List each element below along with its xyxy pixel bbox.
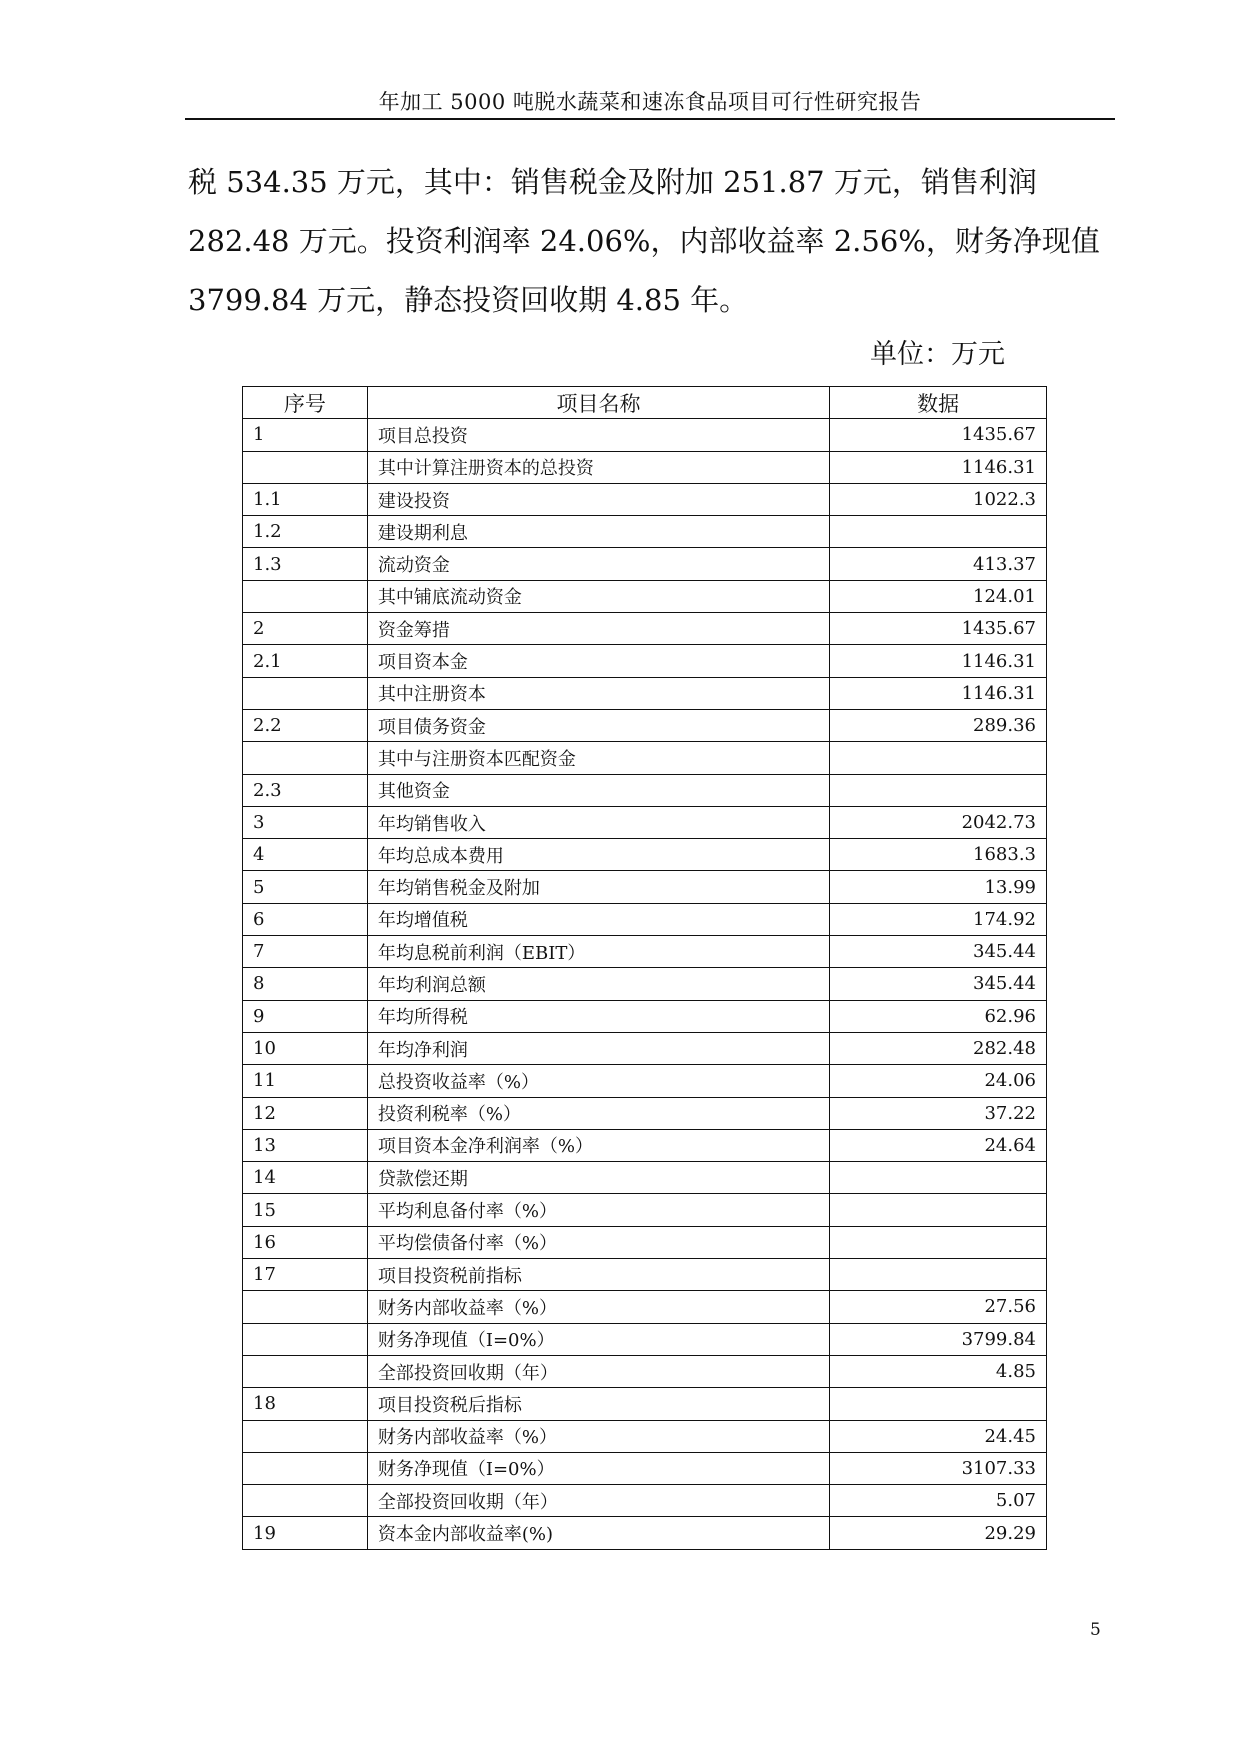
item-name-cell: 财务内部收益率（%） [367,1291,829,1323]
item-name-cell: 其他资金 [367,774,829,806]
header-divider [185,118,1115,120]
item-name-cell: 贷款偿还期 [367,1162,829,1194]
item-name-cell: 投资利税率（%） [367,1097,829,1129]
table-row [243,613,1047,645]
row-number-cell [243,1323,368,1355]
table-row [243,1291,1047,1323]
item-name-cell: 财务内部收益率（%） [367,1420,829,1452]
table-row [243,1323,1047,1355]
row-number-cell [243,742,368,774]
financial-summary-table [242,386,1047,1550]
row-number-cell: 19 [243,1517,368,1549]
data-value-cell: 345.44 [830,968,1047,1000]
data-value-cell [830,774,1047,806]
table-row [243,1420,1047,1452]
row-number-cell [243,1485,368,1517]
table-row [243,968,1047,1000]
paragraph-line: 税 534.35 万元，其中：销售税金及附加 251.87 万元，销售利润 [188,165,1037,199]
row-number-cell [243,451,368,483]
row-number-cell: 18 [243,1388,368,1420]
data-value-cell: 1435.67 [830,613,1047,645]
data-value-cell: 13.99 [830,871,1047,903]
data-value-cell: 1683.3 [830,839,1047,871]
row-number-cell: 6 [243,903,368,935]
item-name-cell: 建设投资 [367,483,829,515]
table-row [243,1000,1047,1032]
row-number-cell: 7 [243,936,368,968]
table-row [243,1388,1047,1420]
row-number-cell [243,1420,368,1452]
data-value-cell: 1146.31 [830,677,1047,709]
item-name-cell: 项目资本金净利润率（%） [367,1129,829,1161]
data-value-cell: 1146.31 [830,451,1047,483]
table-row [243,645,1047,677]
table-row [243,483,1047,515]
item-name-cell: 项目投资税前指标 [367,1259,829,1291]
data-value-cell: 174.92 [830,903,1047,935]
item-name-cell: 全部投资回收期（年） [367,1485,829,1517]
row-number-cell: 1 [243,419,368,451]
row-number-cell: 11 [243,1065,368,1097]
item-name-cell: 项目资本金 [367,645,829,677]
row-number-cell: 2.1 [243,645,368,677]
table-row [243,548,1047,580]
table-row [243,936,1047,968]
data-value-cell [830,742,1047,774]
data-value-cell: 29.29 [830,1517,1047,1549]
item-name-cell: 平均利息备付率（%） [367,1194,829,1226]
item-name-cell: 年均所得税 [367,1000,829,1032]
table-row [243,1162,1047,1194]
table-row [243,1517,1047,1549]
table-row [243,516,1047,548]
column-header-item-name: 项目名称 [367,387,829,419]
row-number-cell: 1.1 [243,483,368,515]
data-value-cell: 1022.3 [830,483,1047,515]
item-name-cell: 项目债务资金 [367,709,829,741]
data-value-cell [830,1194,1047,1226]
data-value-cell: 289.36 [830,709,1047,741]
row-number-cell: 14 [243,1162,368,1194]
table-row [243,1226,1047,1258]
table-row [243,742,1047,774]
item-name-cell: 项目投资税后指标 [367,1388,829,1420]
item-name-cell: 建设期利息 [367,516,829,548]
data-value-cell: 1146.31 [830,645,1047,677]
data-value-cell: 37.22 [830,1097,1047,1129]
table-header-row [243,387,1047,419]
table-row [243,580,1047,612]
row-number-cell: 8 [243,968,368,1000]
table-row [243,903,1047,935]
item-name-cell: 资本金内部收益率(%) [367,1517,829,1549]
data-value-cell: 1435.67 [830,419,1047,451]
item-name-cell: 年均总成本费用 [367,839,829,871]
column-header-number: 序号 [243,387,368,419]
item-name-cell: 资金筹措 [367,613,829,645]
data-value-cell: 124.01 [830,580,1047,612]
data-value-cell: 3107.33 [830,1452,1047,1484]
data-value-cell [830,1259,1047,1291]
item-name-cell: 其中铺底流动资金 [367,580,829,612]
table-row [243,806,1047,838]
data-value-cell [830,1226,1047,1258]
row-number-cell: 2 [243,613,368,645]
data-value-cell: 3799.84 [830,1323,1047,1355]
row-number-cell: 13 [243,1129,368,1161]
row-number-cell [243,677,368,709]
table-row [243,1485,1047,1517]
data-value-cell: 345.44 [830,936,1047,968]
row-number-cell [243,580,368,612]
item-name-cell: 全部投资回收期（年） [367,1355,829,1387]
item-name-cell: 总投资收益率（%） [367,1065,829,1097]
table-row [243,1129,1047,1161]
item-name-cell: 年均净利润 [367,1032,829,1064]
table-row [243,1194,1047,1226]
report-title-header: 年加工 5000 吨脱水蔬菜和速冻食品项目可行性研究报告 [378,90,922,114]
row-number-cell: 3 [243,806,368,838]
row-number-cell: 10 [243,1032,368,1064]
table-row [243,1065,1047,1097]
data-value-cell: 62.96 [830,1000,1047,1032]
row-number-cell: 2.2 [243,709,368,741]
item-name-cell: 项目总投资 [367,419,829,451]
row-number-cell: 15 [243,1194,368,1226]
item-name-cell: 其中注册资本 [367,677,829,709]
item-name-cell: 财务净现值（I=0%） [367,1323,829,1355]
item-name-cell: 平均偿债备付率（%） [367,1226,829,1258]
data-value-cell: 24.45 [830,1420,1047,1452]
unit-label: 单位：万元 [870,339,1005,370]
table-row [243,1259,1047,1291]
row-number-cell: 1.2 [243,516,368,548]
row-number-cell [243,1291,368,1323]
data-value-cell [830,1162,1047,1194]
row-number-cell: 4 [243,839,368,871]
data-value-cell: 24.06 [830,1065,1047,1097]
item-name-cell: 年均销售税金及附加 [367,871,829,903]
data-value-cell [830,516,1047,548]
data-value-cell: 2042.73 [830,806,1047,838]
item-name-cell: 年均增值税 [367,903,829,935]
item-name-cell: 财务净现值（I=0%） [367,1452,829,1484]
table-row [243,451,1047,483]
data-value-cell [830,1388,1047,1420]
table-row [243,677,1047,709]
item-name-cell: 年均利润总额 [367,968,829,1000]
table-row [243,839,1047,871]
item-name-cell: 其中计算注册资本的总投资 [367,451,829,483]
table-row [243,419,1047,451]
row-number-cell: 16 [243,1226,368,1258]
data-value-cell: 27.56 [830,1291,1047,1323]
item-name-cell: 其中与注册资本匹配资金 [367,742,829,774]
table-row [243,1097,1047,1129]
column-header-data: 数据 [830,387,1047,419]
row-number-cell: 12 [243,1097,368,1129]
table-body [243,419,1047,1549]
data-value-cell: 282.48 [830,1032,1047,1064]
data-value-cell: 4.85 [830,1355,1047,1387]
row-number-cell: 17 [243,1259,368,1291]
paragraph-line: 282.48 万元。投资利润率 24.06%，内部收益率 2.56%，财务净现值 [188,224,1100,258]
page-number: 5 [1090,1620,1101,1640]
table-row [243,1355,1047,1387]
table-row [243,1452,1047,1484]
row-number-cell [243,1355,368,1387]
summary-paragraph [188,153,1108,330]
item-name-cell: 流动资金 [367,548,829,580]
row-number-cell: 9 [243,1000,368,1032]
table-row [243,774,1047,806]
data-value-cell: 5.07 [830,1485,1047,1517]
row-number-cell [243,1452,368,1484]
paragraph-line: 3799.84 万元，静态投资回收期 4.85 年。 [188,283,749,317]
data-value-cell: 413.37 [830,548,1047,580]
row-number-cell: 5 [243,871,368,903]
row-number-cell: 1.3 [243,548,368,580]
table-row [243,871,1047,903]
data-value-cell: 24.64 [830,1129,1047,1161]
row-number-cell: 2.3 [243,774,368,806]
table-row [243,1032,1047,1064]
item-name-cell: 年均销售收入 [367,806,829,838]
table-row [243,709,1047,741]
item-name-cell: 年均息税前利润（EBIT） [367,936,829,968]
